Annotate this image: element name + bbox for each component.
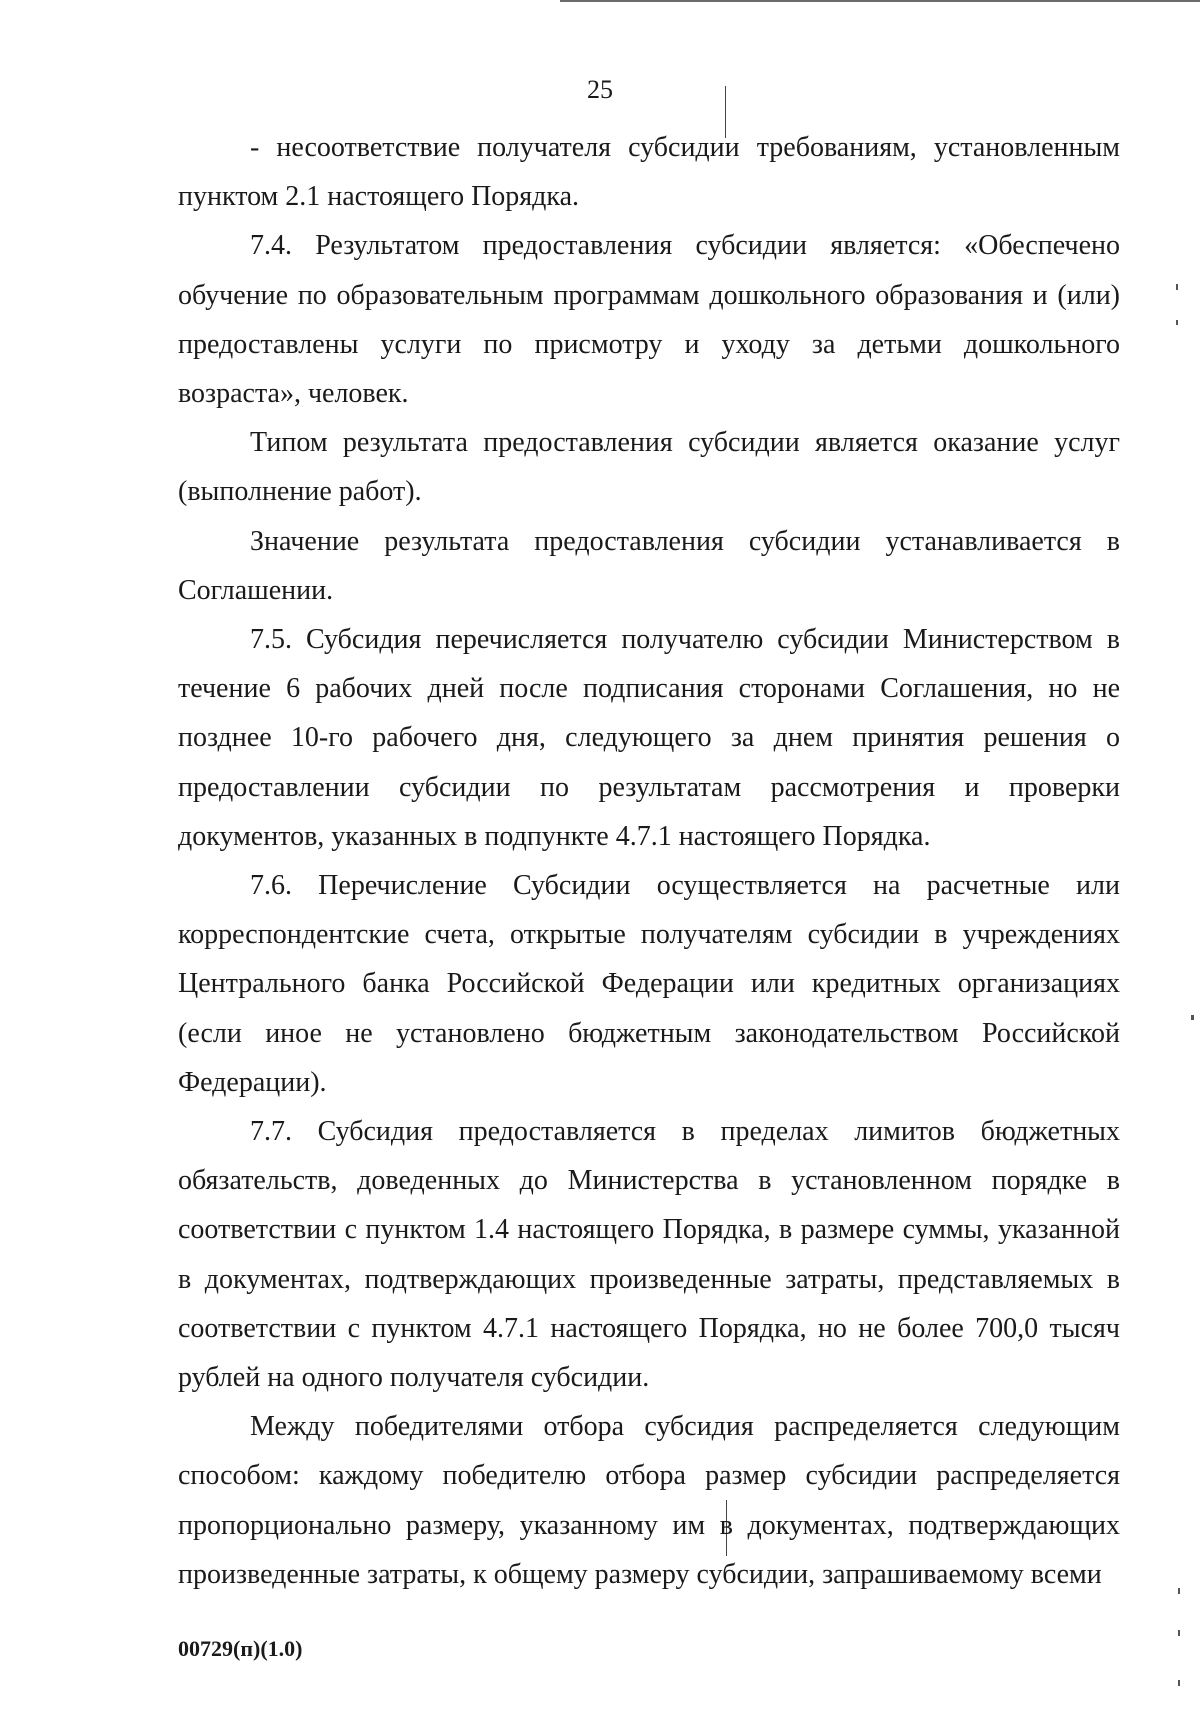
document-footer-code: 00729(п)(1.0) [178, 1636, 303, 1661]
paragraph-distribution: Между победителями отбора субсидия распределяется следующим способом: каждому победителю отбора размер субсидии распределяется пропорционально размеру, указанному им в документах, подтверждающих произведенные затраты, к общему размеру субсидии, запрашиваемому всеми [178, 1411, 1120, 1590]
page-number: 25 [587, 75, 613, 104]
paragraph-result-type: Типом результата предоставления субсидии является оказание услуг (выполнение работ). [178, 427, 1120, 508]
paragraph-result-value: Значение результата предоставления субсидии устанавливается в Соглашении. [178, 525, 1120, 606]
paragraph-7-6-accounts: 7.6. Перечисление Субсидии осуществляется на расчетные или корреспондентские счета, открытые получателям субсидии в учреждениях Центрального банка Российской Федерации или кредитных организациях (если иное не установлено бюджетным законодательством Российской Федерации). [178, 870, 1120, 1098]
scan-speck [1176, 320, 1178, 325]
paragraph-noncompliance: - несоответствие получателя субсидии требованиям, установленным пунктом 2.1 настоящего Порядка. [178, 132, 1120, 213]
paragraph-7-7-limits: 7.7. Субсидия предоставляется в пределах лимитов бюджетных обязательств, доведенных до Министерства в установленном порядке в соответствии с пунктом 1.4 настоящего Порядка, в размере суммы, указанной в документах, подтверждающих произведенные затраты, представляемых в соответствии с пунктом 4.7.1 настоящего Порядка, но не более 700,0 тысяч рублей на одного получателя субсидии. [178, 1116, 1120, 1394]
paragraph-7-5-transfer: 7.5. Субсидия перечисляется получателю субсидии Министерством в течение 6 рабочих дней после подписания сторонами Соглашения, но не позднее 10-го рабочего дня, следующего за днем принятия решения о предоставлении субсидии по результатам рассмотрения и проверки документов, указанных в подпункте 4.7.1 настоящего Порядка. [178, 624, 1120, 852]
scan-speck [1178, 1680, 1180, 1686]
paragraph-7-4-result: 7.4. Результатом предоставления субсидии является: «Обеспечено обучение по образовательным программам дошкольного образования и (или) предоставлены услуги по присмотру и уходу за детьми дошкольного возраста», человек. [178, 230, 1120, 410]
scan-speck [1176, 284, 1178, 290]
scan-speck [1178, 1588, 1180, 1594]
document-body [178, 123, 1120, 1599]
scan-speck [1178, 1630, 1180, 1636]
scan-speck [1191, 1015, 1194, 1020]
top-scan-rule [560, 0, 1200, 2]
